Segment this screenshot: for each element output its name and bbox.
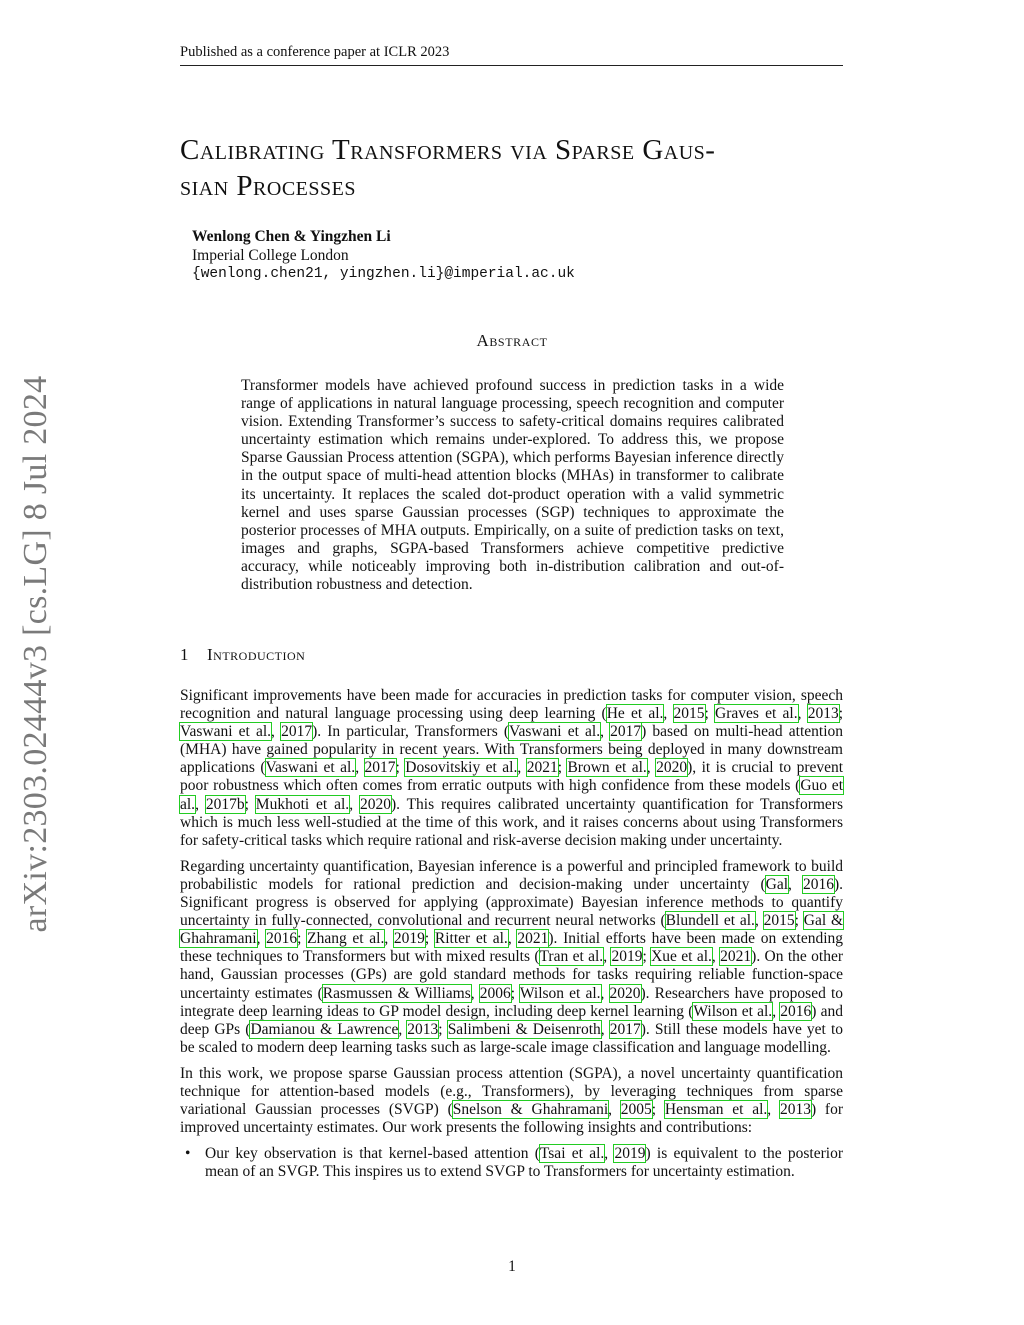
text-run: ; [510, 984, 520, 1002]
text-run: , [271, 723, 282, 741]
text-run: , [788, 875, 803, 893]
section-heading [180, 645, 305, 665]
citation-link[interactable]: Mukhoti et al. [255, 795, 350, 813]
citation-link[interactable]: 2019 [611, 948, 643, 966]
citation-link[interactable]: Graves et al. [715, 705, 798, 723]
text-run: , [772, 1002, 781, 1020]
text-run: ; [395, 759, 406, 777]
text-run: ; [651, 1101, 665, 1119]
citation-link[interactable]: Vaswani et al. [509, 723, 601, 741]
citation-link[interactable]: Vaswani et al. [265, 759, 356, 777]
citation-link[interactable]: 2016 [780, 1002, 812, 1020]
text-run: ) based on multi-head attention (MHA) have gained popularity in recent years. With Transformers being deployed in many downstream applications ( [180, 723, 844, 777]
citation-link[interactable]: Wilson et al. [693, 1002, 773, 1020]
arxiv-stamp [14, 375, 58, 933]
citation-link[interactable]: Snelson & Ghahramani [452, 1101, 609, 1119]
paper-title-line-1: Calibrating Transformers via Sparse Gaus- [180, 134, 716, 166]
citation-link[interactable]: Rasmussen & Williams [322, 984, 471, 1002]
citation-link[interactable]: 2015 [673, 705, 705, 723]
text-run: , [600, 984, 610, 1002]
text-run: ; [642, 948, 652, 966]
text-run: Significant improvements have been made for accuracies in prediction tasks for computer vision, speech recognition and natural language processing using deep learning ( [180, 687, 843, 723]
list-item-text [205, 1145, 843, 1180]
text-run: , [608, 1101, 621, 1119]
citation-link[interactable]: Tsai et al. [539, 1145, 605, 1163]
author-names: Wenlong Chen & Yingzhen Li [192, 228, 391, 245]
text-run: , [349, 795, 360, 813]
citation-link[interactable]: 2016 [266, 930, 298, 948]
citation-link[interactable]: 2017 [364, 759, 396, 777]
text-run: ; [794, 912, 804, 930]
text-run: ; [704, 705, 716, 723]
paper-title-line-2: sian Processes [180, 170, 356, 202]
text-run: In this work, we propose sparse Gaussian process attention (SGPA), a novel uncertainty quantification technique for attention-based models (e.g., Transformers), by leveraging techniques from sparse variational Gaussian processes (SVGP) ( [180, 1064, 843, 1119]
paper-title [180, 132, 843, 204]
text-run: ). Still these models have yet to be scaled to modern deep learning tasks such as large-scale image classification and language modelling. [180, 1020, 844, 1056]
text-run: , [398, 1020, 408, 1038]
text-run: , [767, 1101, 780, 1119]
contribution-list [180, 1145, 843, 1181]
citation-link[interactable]: 2017 [610, 723, 642, 741]
text-run: , [711, 948, 721, 966]
text-run: ). On the other hand, Gaussian processes (GPs) are gold standard methods for tasks requiring reliable function-space uncertainty estimates ( [180, 948, 844, 1002]
text-run: ; [297, 930, 308, 948]
author-block [192, 227, 575, 284]
text-run: Regarding uncertainty quantification, Bayesian inference is a powerful and principled framework to build probabilistic models for rational prediction and decision-making under uncertainty ( [180, 857, 843, 893]
citation-link[interactable]: Xue et al. [651, 948, 712, 966]
text-run: ; [424, 930, 435, 948]
author-affiliation: Imperial College London [192, 247, 349, 264]
text-run: ). Significant progress is observed for applying (approximate) Bayesian inference methods to quantify uncertainty in fully-connected, convolutional and recurrent neural networks ( [180, 875, 843, 930]
text-run: ). Researchers have proposed to integrate deep learning ideas to GP model design, including deep kernel learning ( [180, 984, 844, 1020]
citation-link[interactable]: 2019 [614, 1145, 646, 1163]
text-run: , [600, 1020, 610, 1038]
citation-link[interactable]: 2016 [802, 875, 834, 893]
citation-link[interactable]: Dosovitskiy et al. [405, 759, 518, 777]
text-run: ; [438, 1020, 448, 1038]
citation-link[interactable]: 2013 [807, 705, 839, 723]
text-run: , [517, 759, 527, 777]
section-title: Introduction [207, 645, 306, 664]
citation-link[interactable]: 2017 [281, 723, 313, 741]
citation-link[interactable]: 2013 [407, 1020, 439, 1038]
citation-link[interactable]: 2006 [479, 984, 511, 1002]
citation-link[interactable]: Tran et al. [539, 948, 604, 966]
citation-link[interactable]: Gal [765, 875, 789, 893]
intro-paragraph-3 [180, 1065, 843, 1137]
citation-link[interactable]: 2021 [720, 948, 752, 966]
text-run: ) and deep GPs ( [180, 1002, 844, 1038]
citation-link[interactable]: Wilson et al. [519, 984, 601, 1002]
text-run: ; [244, 795, 256, 813]
text-run: ) is equivalent to the posterior mean of an SVGP. This inspires us to extend SVGP to Transformers for uncertainty estimation. [205, 1145, 843, 1181]
citation-link[interactable]: He et al. [606, 705, 664, 723]
bullet-icon: • [185, 1145, 191, 1163]
citation-link[interactable]: Salimbeni & Deisenroth [447, 1020, 601, 1038]
text-run: , [646, 759, 657, 777]
text-run: , [507, 930, 518, 948]
text-run: ). In particular, Transformers ( [312, 723, 510, 741]
citation-link[interactable]: 2021 [526, 759, 558, 777]
citation-link[interactable]: 2020 [609, 984, 641, 1002]
author-email: {wenlong.chen21, yingzhen.li}@imperial.ac.uk [192, 266, 575, 282]
citation-link[interactable]: Zhang et al. [307, 930, 385, 948]
text-run: ). Initial efforts have been made on extending these techniques to Transformers but with mixed results ( [180, 930, 844, 966]
citation-link[interactable]: Brown et al. [567, 759, 647, 777]
text-run: , [195, 795, 206, 813]
text-run: , [470, 984, 480, 1002]
citation-link[interactable]: Damianou & Lawrence [250, 1020, 399, 1038]
text-run: ) for improved uncertainty estimates. Our work presents the following insights and contributions: [180, 1101, 843, 1137]
citation-link[interactable]: Vaswani et al. [180, 723, 272, 741]
citation-link[interactable]: Hensman et al. [664, 1101, 768, 1119]
running-header: Published as a conference paper at ICLR 2023 [180, 44, 843, 66]
text-run: ; [838, 705, 843, 723]
text-run: ). This requires calibrated uncertainty quantification for Transformers which is much less well-studied at the time of this work, and it raises concerns about using Transformers for safety-critical tasks which require rational and risk-averse decision making under uncertainty. [180, 795, 844, 849]
text-run: ; [557, 759, 568, 777]
text-run: , [797, 705, 808, 723]
citation-link[interactable]: Gal & Ghahramani [180, 912, 843, 948]
text-run: , [604, 1145, 615, 1163]
citation-link[interactable]: 2005 [620, 1101, 652, 1119]
citation-link[interactable]: 2020 [359, 795, 391, 813]
page-number: 1 [508, 1258, 516, 1275]
citation-link[interactable]: 2021 [517, 930, 549, 948]
citation-link[interactable]: Ritter et al. [434, 930, 508, 948]
intro-paragraph-2 [180, 858, 843, 1057]
section-number: 1 [180, 645, 189, 664]
citation-link[interactable]: 2017b [205, 795, 245, 813]
arxiv-stamp-text: arXiv:2303.02444v3 [cs.LG] 8 Jul 2024 [17, 375, 54, 933]
text-run: , [754, 912, 764, 930]
citation-link[interactable]: 2015 [763, 912, 795, 930]
intro-paragraph-1 [180, 687, 843, 850]
text-run: , [256, 930, 267, 948]
text-run: , [355, 759, 365, 777]
text-run: , [600, 723, 611, 741]
section-body [180, 687, 843, 1181]
text-run: , [384, 930, 394, 948]
list-item [185, 1145, 843, 1181]
citation-link[interactable]: 2020 [656, 759, 688, 777]
text-run: , [603, 948, 612, 966]
text-run: ), it is crucial to prevent poor robustness which often comes from erratic outputs with high confidence from these models ( [180, 759, 844, 795]
text-run: , [663, 705, 674, 723]
abstract-heading: Abstract [476, 331, 548, 350]
citation-link[interactable]: 2017 [609, 1020, 641, 1038]
abstract-text: Transformer models have achieved profound success in prediction tasks in a wide range of applications in natural language processing, speech recognition and computer vision. Extending Transformer’s success to safety-critical domains requires calibrated uncertainty estimation which remains under-explored. To address this, we propose Sparse Gaussian Process attention (SGPA), which performs Bayesian inference directly in the output space of multi-head attention blocks (MHAs) in transformer to calibrate its uncertainty. It replaces the scaled dot-product operation with a valid symmetric kernel and uses sparse Gaussian processes (SGP) techniques to approximate the posterior processes of MHA outputs. Empirically, on a suite of prediction tasks on text, images and graphs, SGPA-based Transformers achieve competitive predictive accuracy, while noticeably improving both in-distribution calibration and out-of-distribution robustness and detection. [241, 377, 784, 594]
citation-link[interactable]: Guo et al. [180, 777, 843, 813]
citation-link[interactable]: 2019 [393, 930, 425, 948]
text-run: Our key observation is that kernel-based attention ( [205, 1145, 540, 1163]
citation-link[interactable]: Blundell et al. [665, 912, 755, 930]
citation-link[interactable]: 2013 [779, 1101, 811, 1119]
